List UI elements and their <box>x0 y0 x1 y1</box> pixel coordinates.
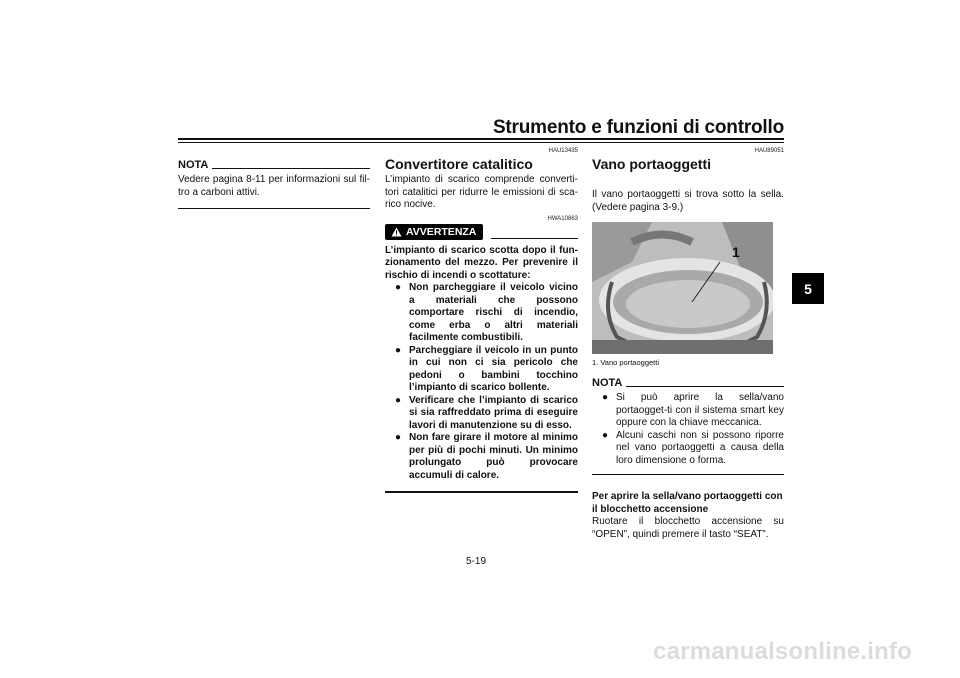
warning-code: HWA10863 <box>547 215 578 222</box>
bullet-dot-icon: ● <box>395 282 402 293</box>
nota-label: NOTA <box>592 377 623 389</box>
bullet-dot-icon: ● <box>395 394 402 406</box>
nota-label: NOTA <box>178 159 209 171</box>
warning-bullet-item: ● Verificare che l’impianto di scarico si sia raffreddato prima di eseguire lavori di manutenzione su di esso. <box>395 394 578 431</box>
nota-heading <box>592 377 784 389</box>
photo-callout-label: 1 <box>732 244 740 260</box>
section-title-catalytic: Convertitore catalitico <box>385 156 533 172</box>
nota-text: Vedere pagina 8-11 per informazioni sul fil-tro a carboni attivi. <box>178 174 370 198</box>
warning-rule <box>491 238 578 239</box>
storage-subheading: Per aprire la sella/vano portaoggetti con il blocchetto accensione <box>592 491 783 515</box>
column-middle <box>385 150 578 493</box>
warning-bullet-item: ● Non fare girare il motore al minimo per più di pochi minuti. Un minimo prolungato può provocare accumuli di calore. <box>395 432 578 481</box>
warning-bullet-item: ● Parcheggiare il veicolo in un punto in cui non ci sia pericolo che pedoni o bambini tocchino l’impianto di scarico bollente. <box>395 344 578 393</box>
nota-bullets <box>592 392 784 467</box>
section-code: HAU13435 <box>548 148 578 154</box>
section-intro: L’impianto di scarico comprende converti-tori catalitici per ridurre le emissioni di sca-rico nocive. <box>385 174 578 210</box>
warning-triangle-icon <box>391 227 402 237</box>
page-header-title: Strumento e funzioni di controllo <box>492 117 784 138</box>
column-left <box>178 150 370 209</box>
nota-rule <box>626 386 784 387</box>
bullet-dot-icon: ● <box>395 344 402 356</box>
bullet-dot-icon: ● <box>602 392 609 403</box>
warning-label: AVVERTENZA <box>406 225 477 238</box>
column-right <box>592 150 784 541</box>
page-number: 5-19 <box>466 556 487 567</box>
header-rule-thin <box>178 142 784 143</box>
warning-bullet-item: ● Non parcheggiare il veicolo vicino a materiali che possono comportare rischi di incendio, come erba o altri materiali facilmente combustibili. <box>395 282 578 343</box>
bullet-dot-icon: ● <box>395 432 402 443</box>
storage-instructions: Ruotare il blocchetto accensione su “OPEN”, quindi premere il tasto “SEAT”. <box>592 516 784 540</box>
storage-compartment-photo <box>592 222 773 354</box>
watermark: carmanualsonline.info <box>653 638 912 665</box>
header-rule <box>178 138 784 140</box>
warning-bullets <box>385 282 578 482</box>
section-code: HAU89051 <box>754 148 784 154</box>
nota-end-rule <box>592 474 784 475</box>
nota-heading <box>178 159 370 171</box>
warning-heading <box>385 224 578 240</box>
storage-intro: Il vano portaoggetti si trova sotto la sella. (Vedere pagina 3-9.) <box>592 189 784 213</box>
bullet-dot-icon: ● <box>602 429 609 441</box>
warning-text: L’impianto di scarico scotta dopo il fun-zionamento del mezzo. Per prevenire il rischio di incendi o scottature: <box>385 244 578 281</box>
nota-rule <box>212 168 370 169</box>
warning-end-rule <box>385 491 578 493</box>
nota-bullet-item: ● Alcuni caschi non si possono riporre nel vano portaoggetti a causa della loro dimensione o forma. <box>602 429 784 466</box>
section-title-storage: Vano portaoggetti <box>592 156 711 172</box>
nota-end-rule <box>178 208 370 209</box>
nota-bullet-item: ● Si può aprire la sella/vano portaogget-ti con il sistema smart key oppure con la chiave meccanica. <box>602 392 784 428</box>
scooter-storage-illustration <box>592 222 773 354</box>
chapter-tab[interactable]: 5 <box>792 273 824 304</box>
warning-badge <box>385 224 483 240</box>
photo-caption: 1. Vano portaoggetti <box>592 358 659 367</box>
